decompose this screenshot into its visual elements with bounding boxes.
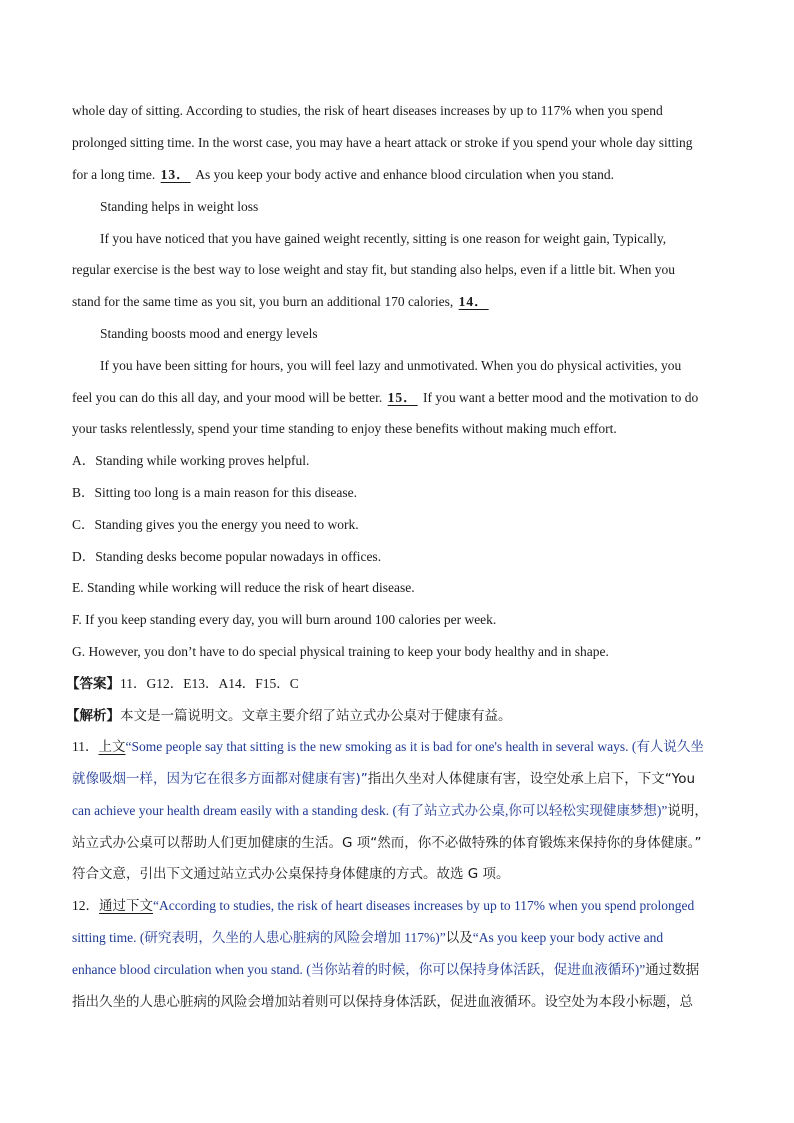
option-text: E. Standing while working will reduce the risk of heart disease. bbox=[72, 580, 415, 595]
quote-text: sitting time. (研究表明，久坐的人患心脏病的风险会增加 117%)” bbox=[72, 930, 446, 945]
answer-text: 11．G12．E13．A14．F15．C bbox=[120, 676, 299, 691]
explanation-text: 符合文意，引出下文通过站立式办公桌保持身体健康的方式。故选 G 项。 bbox=[72, 866, 510, 882]
question-number: 11． bbox=[72, 739, 99, 754]
heading-text: Standing helps in weight loss bbox=[100, 199, 259, 214]
option-text: C．Standing gives you the energy you need to work. bbox=[72, 517, 359, 532]
question-number: 12． bbox=[72, 898, 99, 913]
option-e bbox=[72, 578, 732, 598]
q11-line bbox=[72, 769, 732, 789]
q11-line bbox=[72, 737, 732, 757]
passage-text: feel you can do this all day, and your mood will be better. bbox=[72, 390, 386, 405]
q11-line bbox=[72, 801, 732, 821]
passage-text: stand for the same time as you sit, you burn an additional 170 calories, bbox=[72, 294, 457, 309]
option-b bbox=[72, 483, 732, 503]
answer-label: 【答案】 bbox=[66, 676, 120, 692]
passage-text: for a long time. bbox=[72, 167, 159, 182]
heading-text: Standing boosts mood and energy levels bbox=[100, 326, 318, 341]
option-a bbox=[72, 451, 732, 471]
explanation-text: 指出久坐的人患心脏病的风险会增加站着则可以保持身体活跃，促进血液循环。设空处为本段小标题，总 bbox=[72, 994, 693, 1010]
analysis-text: 本文是一篇说明文。文章主要介绍了站立式办公桌对于健康有益。 bbox=[120, 708, 512, 724]
explanation-text: 通过数据 bbox=[645, 962, 700, 978]
option-text: A．Standing while working proves helpful. bbox=[72, 453, 310, 468]
passage-line bbox=[72, 260, 732, 280]
option-g bbox=[72, 642, 732, 662]
option-text: D．Standing desks become popular nowadays in offices. bbox=[72, 549, 382, 564]
passage-line bbox=[100, 356, 760, 376]
passage-text: If you have noticed that you have gained weight recently, sitting is one reason for weight gain, Typically, bbox=[100, 231, 667, 246]
option-text: G. However, you don’t have to do special physical training to keep your body healthy and in shape. bbox=[72, 644, 609, 659]
explanation-text: 以及 bbox=[445, 930, 473, 946]
quote-text: “Some people say that sitting is the new smoking as it is bad for one's health in several ways. (有人说久坐 bbox=[125, 739, 704, 754]
q12-line bbox=[72, 992, 732, 1012]
blank-14[interactable]: 14． bbox=[458, 294, 489, 309]
reference-word: 通过下文 bbox=[99, 898, 153, 914]
option-c bbox=[72, 515, 732, 535]
passage-line bbox=[100, 229, 760, 249]
q12-line bbox=[72, 928, 732, 948]
passage-line bbox=[72, 419, 732, 439]
option-d bbox=[72, 547, 732, 567]
option-text: B．Sitting too long is a main reason for this disease. bbox=[72, 485, 357, 500]
passage-line bbox=[72, 101, 732, 121]
analysis-label: 【解析】 bbox=[66, 708, 120, 724]
explanation-text: 站立式办公桌可以帮助人们更加健康的生活。G 项“然而，你不必做特殊的体育锻炼来保持你的身体健康。” bbox=[72, 835, 702, 851]
section-heading bbox=[100, 197, 760, 217]
passage-text: whole day of sitting. According to studies, the risk of heart diseases increases by up to 117% when you spend bbox=[72, 103, 663, 118]
option-text: F. If you keep standing every day, you will burn around 100 calories per week. bbox=[72, 612, 497, 627]
passage-line bbox=[72, 388, 732, 408]
q12-line bbox=[72, 960, 732, 980]
option-f bbox=[72, 610, 732, 630]
section-heading bbox=[100, 324, 760, 344]
passage-line bbox=[72, 133, 732, 153]
passage-text: If you want a better mood and the motivation to do bbox=[419, 390, 699, 405]
reference-word: 上文 bbox=[98, 739, 126, 755]
passage-text: your tasks relentlessly, spend your time standing to enjoy these benefits without making much effort. bbox=[72, 421, 617, 436]
q11-line bbox=[72, 833, 732, 853]
passage-text: As you keep your body active and enhance blood circulation when you stand. bbox=[192, 167, 614, 182]
passage-text: If you have been sitting for hours, you will feel lazy and unmotivated. When you do physical activities, you bbox=[100, 358, 682, 373]
blank-13[interactable]: 13． bbox=[160, 167, 191, 182]
quote-text: 就像吸烟一样，因为它在很多方面都对健康有害)” bbox=[72, 771, 368, 787]
passage-text: prolonged sitting time. In the worst case, you may have a heart attack or stroke if you spend your whole day sitting bbox=[72, 135, 693, 150]
quote-text: can achieve your health dream easily with a standing desk. (有了站立式办公桌,你可以轻松实现健康梦想)” bbox=[72, 803, 668, 818]
passage-text: regular exercise is the best way to lose weight and stay fit, but standing also helps, even if a little bit. When you bbox=[72, 262, 675, 277]
blank-15[interactable]: 15． bbox=[387, 390, 418, 405]
passage-line bbox=[72, 292, 732, 312]
quote-text: enhance blood circulation when you stand. (当你站着的时候，你可以保持身体活跃，促进血液循环)” bbox=[72, 962, 646, 977]
q11-line bbox=[72, 864, 732, 884]
explanation-text: 指出久坐对人体健康有害，设空处承上启下，下文“You bbox=[367, 771, 696, 787]
answer-line bbox=[66, 674, 726, 694]
explanation-text: 说明， bbox=[667, 803, 708, 819]
quote-text: “As you keep your body active and bbox=[472, 930, 664, 945]
passage-line bbox=[72, 165, 732, 185]
analysis-line bbox=[66, 706, 726, 726]
quote-text: “According to studies, the risk of heart diseases increases by up to 117% when you spend prolonged bbox=[153, 898, 695, 913]
q12-line bbox=[72, 896, 732, 916]
